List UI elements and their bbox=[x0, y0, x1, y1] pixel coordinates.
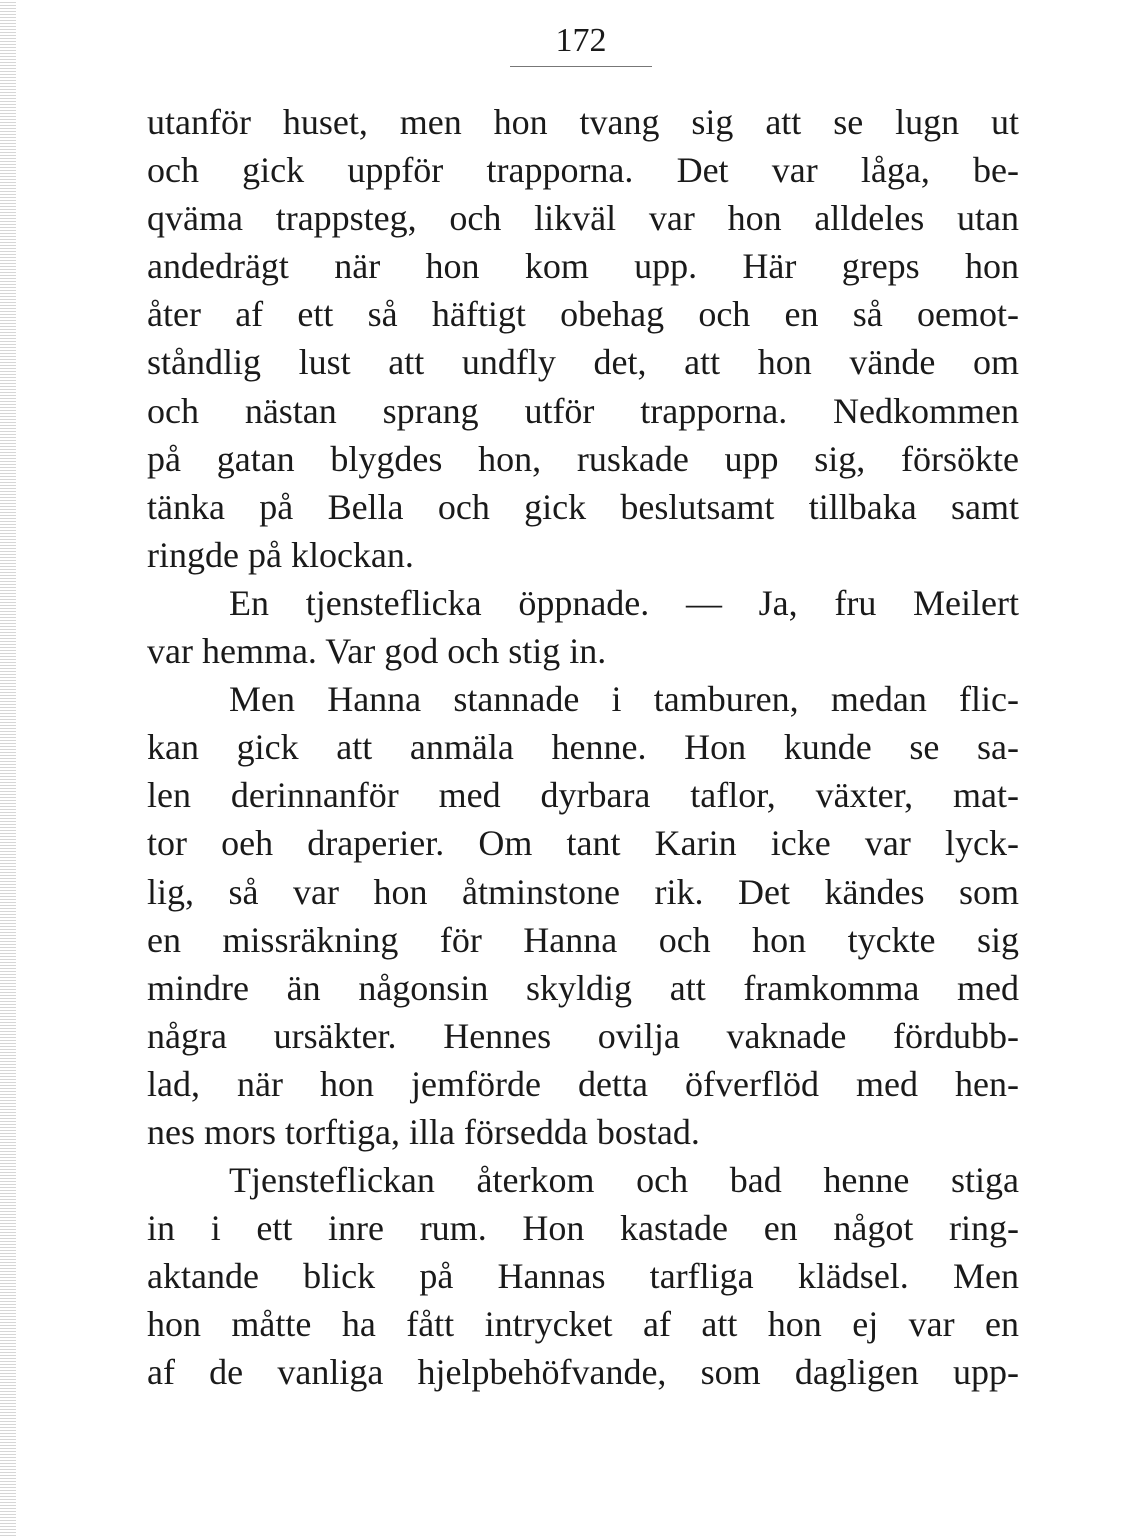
text-line: nes mors torftiga, illa försedda bostad. bbox=[147, 1111, 700, 1152]
text-line: len derinnanför med dyrbara taflor, växter, mat- bbox=[147, 775, 1019, 816]
text-line: kan gick att anmäla henne. Hon kunde se sa- bbox=[147, 727, 1019, 768]
text-line: var hemma. Var god och stig in. bbox=[147, 631, 607, 672]
text-line: tänka på Bella och gick beslutsamt tillbaka samt bbox=[147, 486, 1019, 527]
scan-edge bbox=[0, 0, 16, 1536]
text-line: af de vanliga hjelpbehöfvande, som dagligen upp- bbox=[147, 1352, 1019, 1393]
text-line: och nästan sprang utför trapporna. Nedkommen bbox=[147, 390, 1019, 431]
text-line: lig, så var hon åtminstone rik. Det kändes som bbox=[147, 871, 1019, 912]
text-line: utanför huset, men hon tvang sig att se lugn ut bbox=[147, 102, 1019, 142]
text-line: en missräkning för Hanna och hon tyckte sig bbox=[147, 919, 1019, 960]
text-line: några ursäkter. Hennes ovilja vaknade fördubb- bbox=[147, 1015, 1019, 1056]
text-line: ringde på klockan. bbox=[147, 534, 414, 575]
text-line: och gick uppför trapporna. Det var låga, be- bbox=[147, 150, 1019, 191]
text-line: En tjensteflicka öppnade. — Ja, fru Meilert bbox=[229, 582, 1019, 623]
text-line: Men Hanna stannade i tamburen, medan flic- bbox=[229, 679, 1019, 720]
header-rule bbox=[510, 66, 652, 67]
text-line: in i ett inre rum. Hon kastade en något ring- bbox=[147, 1208, 1019, 1249]
text-line: aktande blick på Hannas tarfliga klädsel. Men bbox=[147, 1256, 1019, 1297]
text-line: på gatan blygdes hon, ruskade upp sig, försökte bbox=[147, 438, 1019, 479]
text-line: andedrägt när hon kom upp. Här greps hon bbox=[147, 246, 1019, 287]
text-line: Tjensteflickan återkom och bad henne stiga bbox=[229, 1160, 1019, 1201]
text-line: tor oeh draperier. Om tant Karin icke var lyck- bbox=[147, 823, 1019, 864]
text-line: mindre än någonsin skyldig att framkomma med bbox=[147, 967, 1019, 1008]
page-number: 172 bbox=[555, 22, 607, 59]
page-body bbox=[147, 98, 1019, 1397]
text-line: lad, när hon jemförde detta öfverflöd med hen- bbox=[147, 1063, 1019, 1104]
text-line: qväma trappsteg, och likväl var hon alldeles utan bbox=[147, 198, 1019, 239]
text-line: hon måtte ha fått intrycket af att hon ej var en bbox=[147, 1304, 1019, 1345]
text-line: åter af ett så häftigt obehag och en så oemot- bbox=[147, 294, 1019, 335]
text-line: ståndlig lust att undfly det, att hon vände om bbox=[147, 342, 1019, 383]
